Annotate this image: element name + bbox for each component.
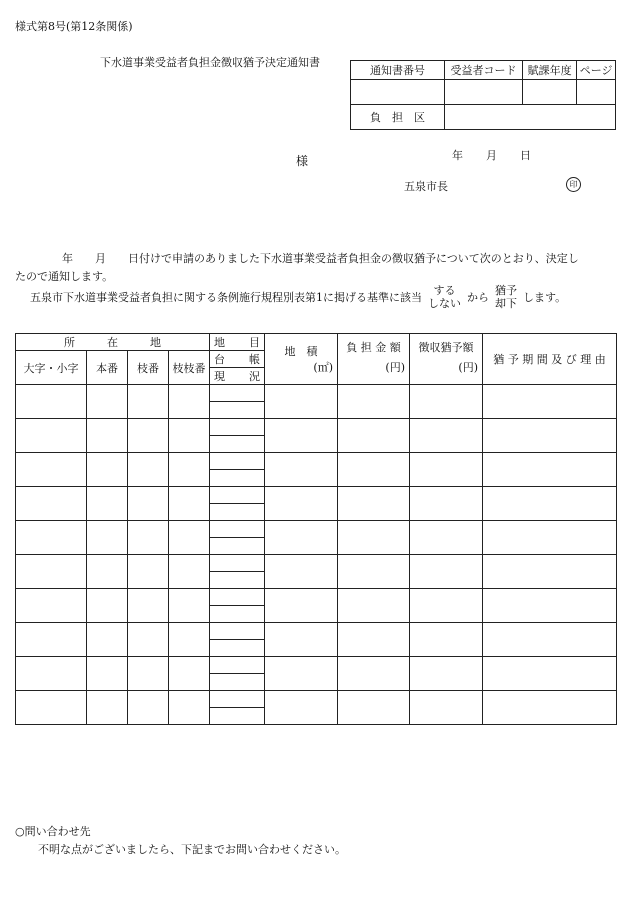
burden-area-cell[interactable] (444, 105, 615, 130)
main-number-cell[interactable] (87, 623, 128, 657)
table-row (16, 487, 617, 504)
current-category-cell[interactable] (210, 708, 265, 725)
branch-number-cell[interactable] (128, 487, 169, 521)
connector-text: から (467, 291, 489, 304)
burden-amount-cell[interactable] (338, 385, 410, 419)
area-cell[interactable] (265, 487, 338, 521)
land-category-header: 地 目 (210, 334, 265, 351)
table-row (16, 555, 617, 572)
area-cell[interactable] (265, 521, 338, 555)
branch-number-cell[interactable] (128, 623, 169, 657)
contact-text: 不明な点がございましたら、下記までお問い合わせください。 (38, 843, 346, 856)
register-category-cell[interactable] (210, 691, 265, 708)
table-row (16, 453, 617, 470)
current-category-cell[interactable] (210, 538, 265, 555)
current-category-cell[interactable] (210, 504, 265, 521)
district-cell[interactable] (16, 487, 87, 521)
branch-number-cell[interactable] (128, 555, 169, 589)
register-category-cell[interactable] (210, 657, 265, 674)
deferred-amount-cell[interactable] (410, 555, 483, 589)
contact-heading: ○問い合わせ先 (15, 825, 91, 838)
option-applies: する (433, 284, 456, 297)
period-reason-header: 猶 予 期 間 及 び 理 由 (483, 334, 617, 385)
deferred-amount-header: 徴収猶予額 (円) (410, 334, 483, 385)
land-table (15, 333, 617, 725)
sub-branch-number-cell[interactable] (169, 623, 210, 657)
sub-branch-number-cell[interactable] (169, 419, 210, 453)
burden-amount-cell[interactable] (338, 623, 410, 657)
table-row (16, 385, 617, 402)
deferred-amount-cell[interactable] (410, 589, 483, 623)
main-number-cell[interactable] (87, 555, 128, 589)
district-cell[interactable] (16, 657, 87, 691)
burden-amount-cell[interactable] (338, 419, 410, 453)
sub-branch-number-cell[interactable] (169, 657, 210, 691)
criteria-text: 五泉市下水道事業受益者負担に関する条例施行規程別表第1に掲げる基準に該当 (30, 291, 422, 304)
table-row (16, 691, 617, 708)
main-number-cell[interactable] (87, 419, 128, 453)
period-reason-cell[interactable] (483, 487, 617, 521)
branch-number-cell[interactable] (128, 691, 169, 725)
assessment-year-cell[interactable] (522, 80, 576, 105)
district-cell[interactable] (16, 521, 87, 555)
burden-amount-header: 負 担 金 額 (円) (338, 334, 410, 385)
addressee-suffix: 様 (296, 154, 309, 168)
main-number-cell[interactable] (87, 521, 128, 555)
notice-number-header: 通知書番号 (351, 61, 445, 80)
body-line-1: 年 月 日付けで申請のありました下水道事業受益者負担金の徴収猶予について次のとおり、決定し (62, 252, 579, 265)
district-cell[interactable] (16, 555, 87, 589)
burden-amount-cell[interactable] (338, 521, 410, 555)
body-line-2: たので通知します。 (15, 270, 114, 283)
register-category-cell[interactable] (210, 555, 265, 572)
area-cell[interactable] (265, 385, 338, 419)
sub-branch-number-cell[interactable] (169, 589, 210, 623)
area-cell[interactable] (265, 419, 338, 453)
deferred-amount-cell[interactable] (410, 487, 483, 521)
area-cell[interactable] (265, 589, 338, 623)
decision-choice (495, 284, 517, 310)
register-category-cell[interactable] (210, 453, 265, 470)
option-not-applies: しない (428, 297, 461, 310)
period-reason-cell[interactable] (483, 419, 617, 453)
current-category-cell[interactable] (210, 436, 265, 453)
deferred-amount-cell[interactable] (410, 419, 483, 453)
applicability-choice (428, 284, 461, 310)
burden-amount-cell[interactable] (338, 453, 410, 487)
burden-area-label: 負 担 区 (351, 105, 445, 130)
period-reason-cell[interactable] (483, 521, 617, 555)
area-cell[interactable] (265, 691, 338, 725)
sub-branch-number-cell[interactable] (169, 691, 210, 725)
sub-branch-number-cell[interactable] (169, 453, 210, 487)
district-cell[interactable] (16, 453, 87, 487)
register-header: 台 帳 (210, 351, 265, 368)
area-header: 地 積 (㎡) (265, 334, 338, 385)
burden-amount-cell[interactable] (338, 487, 410, 521)
location-header: 所 在 地 (16, 334, 210, 351)
register-category-cell[interactable] (210, 385, 265, 402)
date-day: 日 (520, 149, 531, 162)
deferred-amount-cell[interactable] (410, 453, 483, 487)
document-title: 下水道事業受益者負担金徴収猶予決定通知書 (100, 56, 320, 69)
table-row (16, 623, 617, 640)
current-category-cell[interactable] (210, 572, 265, 589)
notice-table (350, 60, 616, 130)
area-cell[interactable] (265, 453, 338, 487)
deferred-amount-cell[interactable] (410, 691, 483, 725)
table-row (16, 589, 617, 606)
main-number-cell[interactable] (87, 487, 128, 521)
branch-number-cell[interactable] (128, 385, 169, 419)
table-row (16, 419, 617, 436)
branch-number-cell[interactable] (128, 521, 169, 555)
district-cell[interactable] (16, 691, 87, 725)
page-header: ページ (577, 61, 616, 80)
period-reason-cell[interactable] (483, 589, 617, 623)
burden-amount-cell[interactable] (338, 657, 410, 691)
sub-branch-number-cell[interactable] (169, 385, 210, 419)
sub-branch-number-cell[interactable] (169, 555, 210, 589)
notice-number-cell[interactable] (351, 80, 445, 105)
deferred-amount-cell[interactable] (410, 657, 483, 691)
sub-branch-number-header: 枝枝番 (169, 351, 210, 385)
table-row (16, 521, 617, 538)
main-number-cell[interactable] (87, 589, 128, 623)
option-defer: 猶予 (495, 284, 517, 297)
period-reason-cell[interactable] (483, 657, 617, 691)
current-category-cell[interactable] (210, 674, 265, 691)
seal-mark (566, 177, 581, 192)
burden-amount-cell[interactable] (338, 555, 410, 589)
main-number-cell[interactable] (87, 657, 128, 691)
sub-branch-number-cell[interactable] (169, 487, 210, 521)
district-cell[interactable] (16, 385, 87, 419)
page-cell[interactable] (577, 80, 616, 105)
deferred-amount-cell[interactable] (410, 521, 483, 555)
current-status-header: 現 況 (210, 368, 265, 385)
branch-number-cell[interactable] (128, 453, 169, 487)
sub-branch-number-cell[interactable] (169, 521, 210, 555)
current-category-cell[interactable] (210, 606, 265, 623)
beneficiary-code-header: 受益者コード (444, 61, 522, 80)
body-line-3 (30, 284, 566, 310)
register-category-cell[interactable] (210, 623, 265, 640)
table-row (16, 657, 617, 674)
assessment-year-header: 賦課年度 (522, 61, 576, 80)
area-cell[interactable] (265, 657, 338, 691)
area-cell[interactable] (265, 555, 338, 589)
period-reason-cell[interactable] (483, 623, 617, 657)
date-year: 年 (452, 149, 463, 162)
district-header: 大字・小字 (16, 351, 87, 385)
date-month: 月 (486, 149, 497, 162)
table-body (16, 385, 617, 725)
main-number-cell[interactable] (87, 385, 128, 419)
main-number-cell[interactable] (87, 691, 128, 725)
decision-suffix: します。 (523, 291, 567, 304)
branch-number-cell[interactable] (128, 589, 169, 623)
register-category-cell[interactable] (210, 589, 265, 606)
area-cell[interactable] (265, 623, 338, 657)
period-reason-cell[interactable] (483, 453, 617, 487)
issuer-name: 五泉市長 (404, 180, 448, 193)
branch-number-header: 枝番 (128, 351, 169, 385)
register-category-cell[interactable] (210, 521, 265, 538)
district-cell[interactable] (16, 419, 87, 453)
option-reject: 却下 (495, 297, 517, 310)
deferred-amount-cell[interactable] (410, 623, 483, 657)
register-category-cell[interactable] (210, 419, 265, 436)
district-cell[interactable] (16, 589, 87, 623)
seal-text: 印 (569, 180, 578, 189)
period-reason-cell[interactable] (483, 385, 617, 419)
district-cell[interactable] (16, 623, 87, 657)
form-number: 様式第8号(第12条関係) (15, 20, 133, 33)
register-category-cell[interactable] (210, 487, 265, 504)
main-number-header: 本番 (87, 351, 128, 385)
period-reason-cell[interactable] (483, 555, 617, 589)
branch-number-cell[interactable] (128, 419, 169, 453)
branch-number-cell[interactable] (128, 657, 169, 691)
burden-amount-cell[interactable] (338, 589, 410, 623)
period-reason-cell[interactable] (483, 691, 617, 725)
current-category-cell[interactable] (210, 640, 265, 657)
deferred-amount-cell[interactable] (410, 385, 483, 419)
current-category-cell[interactable] (210, 470, 265, 487)
current-category-cell[interactable] (210, 402, 265, 419)
burden-amount-cell[interactable] (338, 691, 410, 725)
main-number-cell[interactable] (87, 453, 128, 487)
beneficiary-code-cell[interactable] (444, 80, 522, 105)
